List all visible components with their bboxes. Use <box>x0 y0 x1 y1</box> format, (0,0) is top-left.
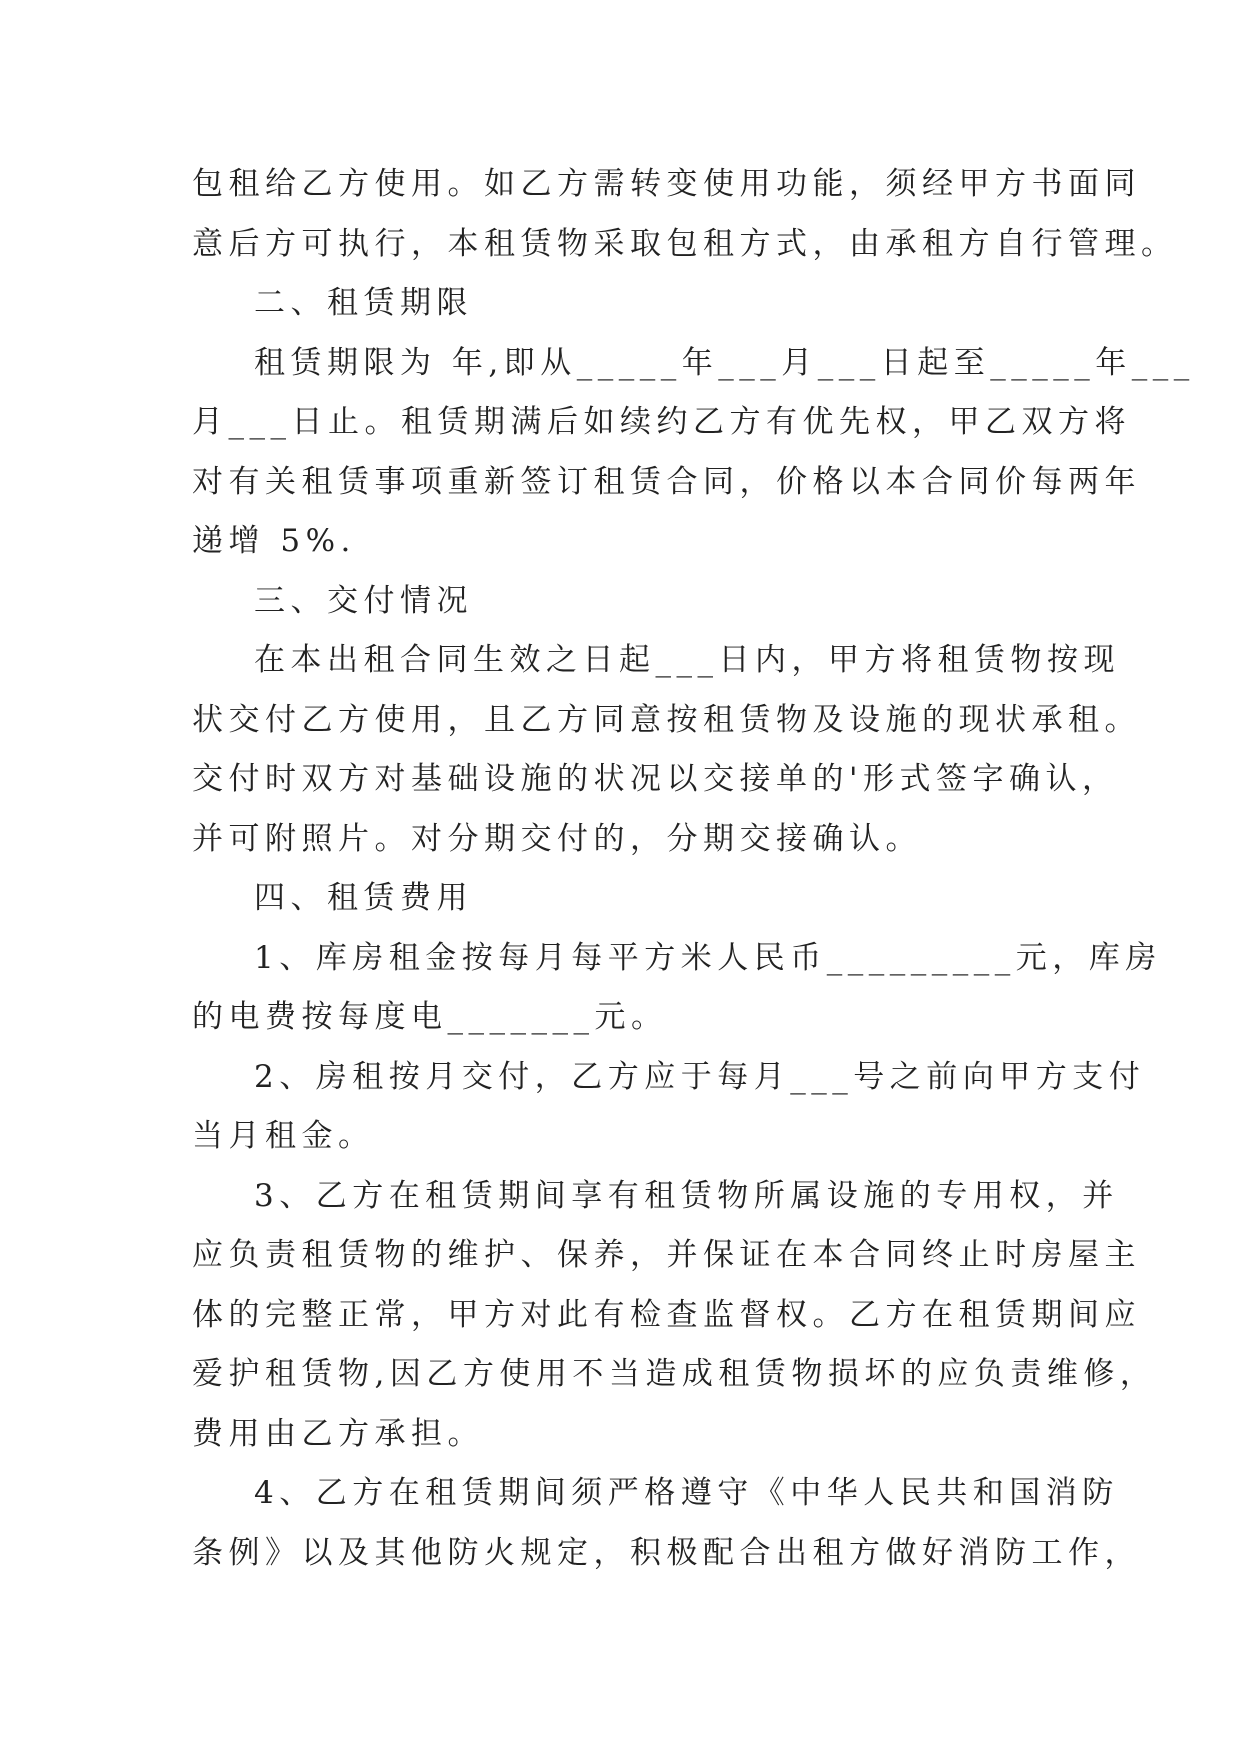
text-line: 1、库房租金按每月每平方米人民币_________元，库房 <box>254 939 1162 976</box>
text-line: 条例》以及其他防火规定，积极配合出租方做好消防工作， <box>192 1534 1141 1571</box>
text-line: 应负责租赁物的维护、保养，并保证在本合同终止时房屋主 <box>192 1237 1141 1273</box>
text-line: 4、乙方在租赁期间须严格遵守《中华人民共和国消防 <box>254 1475 1119 1511</box>
text-line: 的电费按每度电_______元。 <box>192 999 668 1035</box>
text-line: 递增 5%. <box>192 523 356 559</box>
document-body <box>192 155 1195 1583</box>
text-line: 月___日止。租赁期满后如续约乙方有优先权，甲乙双方将 <box>192 404 1131 440</box>
text-line: 状交付乙方使用，且乙方同意按租赁物及设施的现状承租。 <box>192 701 1141 738</box>
text-line: 包租给乙方使用。如乙方需转变使用功能，须经甲方书面同 <box>192 166 1141 202</box>
text-line: 租赁期限为 年,即从_____年___月___日起至_____年___ <box>254 344 1195 381</box>
text-line: 费用由乙方承担。 <box>192 1415 484 1452</box>
text-line: 意后方可执行，本租赁物采取包租方式，由承租方自行管理。 <box>192 225 1178 262</box>
text-line: 2、房租按月交付，乙方应于每月___号之前向甲方支付 <box>254 1058 1146 1095</box>
text-line: 对有关租赁事项重新签订租赁合同，价格以本合同价每两年 <box>192 463 1141 500</box>
section-heading-delivery: 三、交付情况 <box>254 582 473 619</box>
text-line: 并可附照片。对分期交付的，分期交接确认。 <box>192 820 922 857</box>
section-heading-fees: 四、租赁费用 <box>254 880 473 916</box>
text-line: 体的完整正常，甲方对此有检查监督权。乙方在租赁期间应 <box>192 1296 1141 1333</box>
section-heading-lease-term: 二、租赁期限 <box>254 285 473 321</box>
text-line: 爱护租赁物,因乙方使用不当造成租赁物损坏的应负责维修， <box>192 1356 1157 1392</box>
text-line: 交付时双方对基础设施的状况以交接单的'形式签字确认， <box>192 761 1119 797</box>
text-line: 3、乙方在租赁期间享有租赁物所属设施的专用权，并 <box>254 1177 1119 1214</box>
text-line: 在本出租合同生效之日起___日内，甲方将租赁物按现 <box>254 642 1120 678</box>
text-line: 当月租金。 <box>192 1118 375 1154</box>
